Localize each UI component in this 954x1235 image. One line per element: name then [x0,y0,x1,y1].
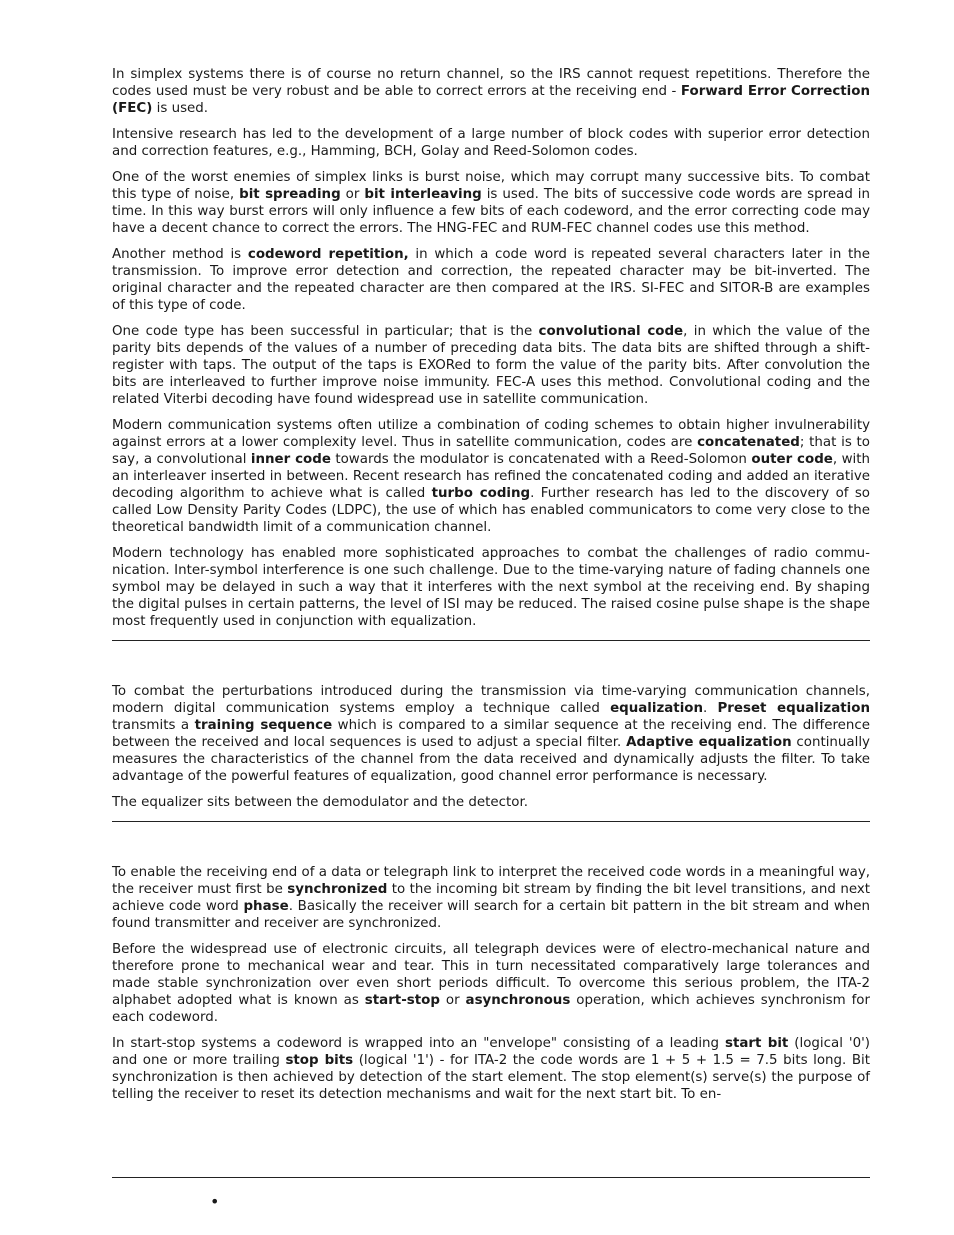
text-run: To enable the receiving end of a data or telegraph link to interpret the received code words in a meaningful way, the receiver must first be [112,865,870,897]
bold-term: stop bits [285,1053,354,1068]
text-run: in which a code word is repeated several characters later in the transmission. To improve error detection and correction, the repeated character may be bit-inverted. The original character and the repeated character are then compared at the IRS. SI-FEC and SITOR-B are examples of this type of code. [112,247,870,313]
text-run: In simplex systems there is of course no return channel, so the IRS cannot request repetitions. Therefore the codes used must be very robust and be able to correct errors at the receiving end - [112,67,870,99]
bold-term: convolutional code [538,324,684,339]
bold-term: Preset equalization [717,701,870,716]
paragraph-isi [112,545,870,630]
text-run: (logical '0') and one or more trailing [112,1036,871,1068]
text-run: towards the modulator is concatenated with a Reed-Solomon [330,452,752,467]
text-run: . Further research has led to the discovery of so called Low Density Parity Codes (LDPC), the use of which has enabled communicators to come very close to the theoretical bandwidth limit of a communication channel. [112,486,871,535]
paragraph-start-stop-envelope [112,1035,870,1103]
paragraph-equalizer-position [112,794,870,811]
paragraph-bit-interleaving [112,169,870,237]
text-run: or [340,187,365,202]
bold-term: Adaptive equalization [626,735,792,750]
text-run: The equalizer sits between the demodulator and the detector. [112,795,528,810]
text-run: continually measures the characteristics of the channel from the data received and dynamically adjusts the filter. To take advantage of the powerful features of equalization, good channel error performance is necessary. [112,735,870,784]
paragraph-concatenated-coding [112,417,870,536]
text-run: transmits a [112,718,195,733]
bold-term: phase [243,899,289,914]
text-run: operation, which achieves synchronism for each codeword. [112,993,871,1025]
text-run: Modern communication systems often utilize a combination of coding schemes to obtain higher invulnerability against errors at a lower complexity level. Thus in satellite communication, codes are [112,418,870,450]
paragraph-convolutional-code [112,323,870,408]
text-run: Intensive research has led to the development of a large number of block codes with superior error detection and correction features, e.g., Hamming, BCH, Golay and Reed-Solomon codes. [112,127,870,159]
text-run: One code type has been successful in particular; that is the [112,324,539,339]
paragraph-synchronization [112,864,870,932]
text-run: , with an interleaver inserted in between. Recent research has refined the concatenated coding and added an iterative decoding algorithm to achieve what is called [112,452,870,501]
text-run: to the incoming bit stream by finding the bit level transitions, and next achieve code word [112,882,871,914]
section-gap [112,641,870,683]
text-run: One of the worst enemies of simplex links is burst noise, which may corrupt many successive bits. To combat this type of noise, [112,170,870,202]
paragraph-start-stop [112,941,870,1026]
footer-bullet: • [210,1192,220,1211]
bold-term: start bit [724,1036,789,1051]
text-run: In start-stop systems a codeword is wrapped into an "envelope" consisting of a leading [112,1036,725,1051]
text-run: . [703,701,718,716]
paragraph-block-codes [112,126,870,160]
footer-divider [112,1177,870,1178]
paragraph-fec [112,66,870,117]
text-run: , in which the value of the parity bits depends of the values of a number of preceding data bits. The data bits are shifted through a shift-register with taps. The output of the taps is EXORed to form the value of the parity bits. After convolution the bits are interleaved to further improve noise immunity. FEC-A uses this method. Convolutional coding and the related Viterbi decoding have found widespread use in satellite communication. [112,324,870,407]
bold-term: concatenated [697,435,800,450]
bold-term: inner code [250,452,331,467]
bold-term: synchronized [287,882,388,897]
paragraph-codeword-repetition [112,246,870,314]
bold-term: turbo coding [431,486,531,501]
bold-term: bit interleaving [364,187,482,202]
text-run: ; that is to say, a convolutional [112,435,870,467]
bold-term: start-stop [364,993,440,1008]
bold-term: Forward Error Correction (FEC) [112,84,870,116]
document-page [112,66,870,1112]
text-run: is used. [152,101,209,116]
text-run: Before the widespread use of electronic circuits, all telegraph devices were of electro-mechanical nature and therefore prone to mechanical wear and tear. This in turn necessitated comparatively large tolerances and made stable synchronization over even short periods difficult. To overcome this serious problem, the ITA-2 alphabet adopted what is known as [112,942,870,1008]
text-run: (logical '1') - for ITA-2 the code words are 1 + 5 + 1.5 = 7.5 bits long. Bit synchronization is then achieved by detection of the start element. The stop element(s) serve(s) the purpose of telling the receiver to reset its detection mechanisms and wait for the next start bit. To en- [112,1053,871,1102]
bold-term: equalization [610,701,704,716]
bold-term: training sequence [194,718,333,733]
text-run: . Basically the receiver will search for a certain bit pattern in the bit stream and when found transmitter and receiver are synchronized. [112,899,871,931]
text-run: is used. The bits of successive code words are spread in time. In this way burst errors will only influence a few bits of each codeword, and the error correcting code may have a decent chance to correct the errors. The HNG-FEC and RUM-FEC channel codes use this method. [112,187,871,236]
text-run: Another method is [112,247,248,262]
text-run: or [439,993,466,1008]
bold-term: codeword repetition, [247,247,409,262]
bold-term: asynchronous [465,993,571,1008]
text-run: which is compared to a similar sequence at the receiving end. The difference between the received and local sequences is used to adjust a special filter. [112,718,870,750]
text-run: To combat the perturbations introduced during the transmission via time-varying communication channels, modern digital communication systems employ a technique called [112,684,870,716]
bold-term: bit spreading [239,187,341,202]
paragraph-equalization [112,683,870,785]
section-gap [112,822,870,864]
bold-term: outer code [751,452,833,467]
text-run: Modern technology has enabled more sophisticated approaches to combat the challenges of radio communication. Inter-symbol interference is one such challenge. Due to the time-varying nature of fading channels one symbol may be delayed in such a way that it interferes with the next symbol at the receiving end. By shaping the digital pulses in certain patterns, the level of ISI may be reduced. The raised cosine pulse shape is the shape most frequently used in conjunction with equalization. [112,546,870,629]
